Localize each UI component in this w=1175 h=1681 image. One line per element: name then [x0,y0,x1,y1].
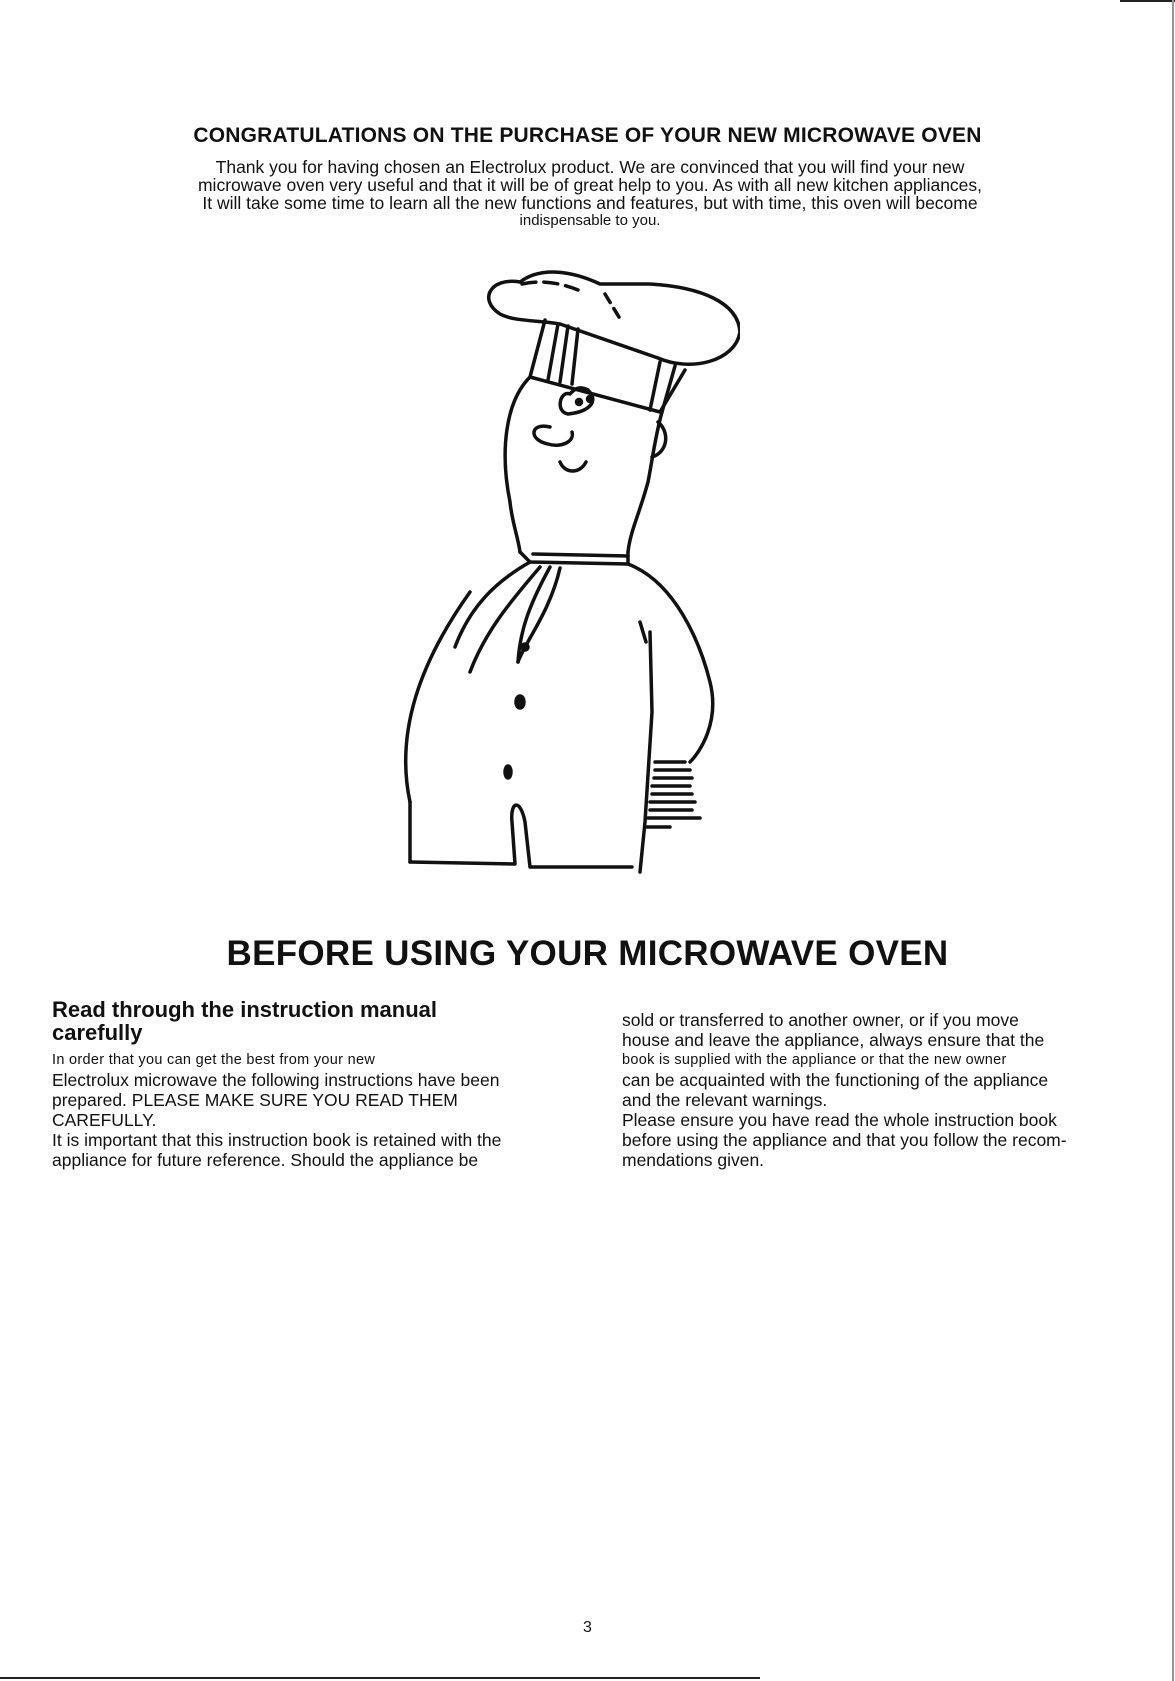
intro-line: It will take some time to learn all the new functions and features, but with time, this oven will become [202,193,978,213]
intro-line: Thank you for having chosen an Electrolux product. We are convinced that you will find your new [215,157,965,177]
scan-edge-right [1172,0,1174,1681]
text-line: sold or transferred to another owner, or if you move [622,1010,1019,1030]
page-number: 3 [583,1619,592,1636]
subheading-line: Read through the instruction manual [52,997,438,1022]
intro-line: indispensable to you. [519,212,661,229]
text-line: and the relevant warnings. [622,1090,828,1110]
left-body-text [52,1050,582,1170]
intro-paragraph [130,158,1050,230]
instruction-manual-subheading [52,998,582,1044]
right-body-text [622,1010,1132,1170]
text-line: appliance for future reference. Should the appliance be [52,1150,479,1170]
text-line: prepared. PLEASE MAKE SURE YOU READ THEM [52,1090,458,1110]
intro-line: microwave oven very useful and that it will be of great help to you. As with all new kitchen appliances, [197,175,983,195]
text-line: In order that you can get the best from your new [52,1052,376,1068]
scan-edge-bottom [0,1677,760,1679]
text-line: mendations given. [622,1150,765,1170]
chef-illustration [400,262,740,922]
subheading-line: carefully [52,1020,143,1045]
text-line: It is important that this instruction book is retained with the [52,1130,502,1150]
scan-edge-top [1120,0,1175,2]
left-column [52,998,582,1170]
right-column [622,1010,1132,1170]
text-line: Electrolux microwave the following instructions have been [52,1070,500,1090]
text-line: Please ensure you have read the whole instruction book [622,1110,1057,1130]
text-line: before using the appliance and that you follow the recom- [622,1130,1067,1150]
text-line: house and leave the appliance, always ensure that the [622,1030,1045,1050]
text-line: can be acquainted with the functioning of the appliance [622,1070,1049,1090]
text-line: book is supplied with the appliance or that the new owner [622,1052,1007,1068]
congratulations-heading: CONGRATULATIONS ON THE PURCHASE OF YOUR NEW MICROWAVE OVEN [193,124,982,147]
text-line: CAREFULLY. [52,1110,157,1130]
before-using-heading: BEFORE USING YOUR MICROWAVE OVEN [226,934,949,973]
